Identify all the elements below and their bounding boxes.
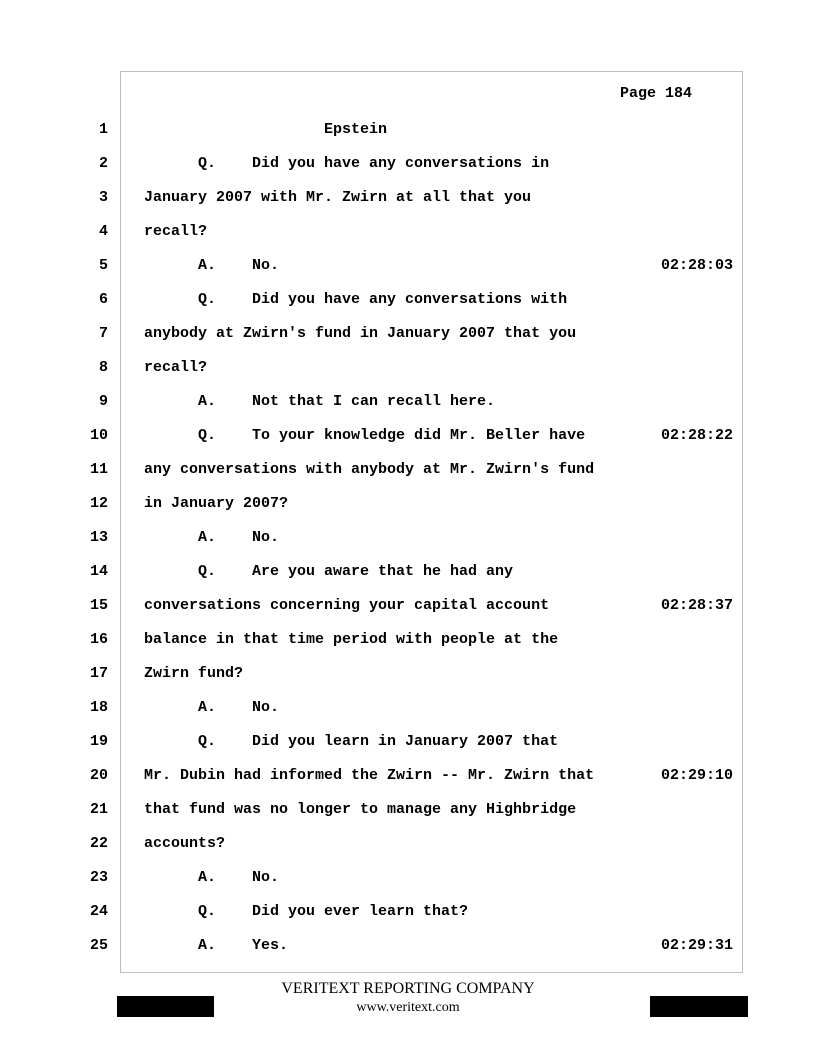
line-number: 17 [89, 665, 108, 682]
line-text: Q. Did you have any conversations with [144, 291, 568, 308]
line-number: 6 [98, 291, 108, 308]
line-text: conversations concerning your capital account [144, 597, 550, 614]
line-number: 11 [89, 461, 108, 478]
line-number: 8 [98, 359, 108, 376]
footer-company: VERITEXT REPORTING COMPANY [281, 980, 535, 997]
transcript-line [0, 154, 816, 174]
transcript-line [0, 460, 816, 480]
line-number: 5 [98, 257, 108, 274]
transcript-line [0, 256, 816, 276]
timestamp: 02:29:31 [661, 937, 734, 954]
line-text: Epstein [144, 121, 388, 138]
line-number: 2 [98, 155, 108, 172]
transcript-line [0, 902, 816, 922]
transcript-line [0, 426, 816, 446]
line-text: Q. Did you have any conversations in [144, 155, 550, 172]
line-text: anybody at Zwirn's fund in January 2007 that you [144, 325, 577, 342]
line-text: balance in that time period with people at the [144, 631, 559, 648]
line-number: 1 [98, 121, 108, 138]
line-text: Q. Did you learn in January 2007 that [144, 733, 559, 750]
page-number: Page 184 [620, 85, 693, 102]
line-text: January 2007 with Mr. Zwirn at all that you [144, 189, 532, 206]
line-text: in January 2007? [144, 495, 289, 512]
line-text: A. No. [144, 529, 280, 546]
line-text: any conversations with anybody at Mr. Zwirn's fund [144, 461, 595, 478]
line-text: Q. To your knowledge did Mr. Beller have [144, 427, 586, 444]
transcript-line [0, 222, 816, 242]
line-number: 12 [89, 495, 108, 512]
line-number: 24 [89, 903, 108, 920]
transcript-line [0, 290, 816, 310]
transcript-line [0, 528, 816, 548]
line-text: that fund was no longer to manage any Highbridge [144, 801, 577, 818]
line-text: A. Yes. [144, 937, 289, 954]
line-text: Q. Did you ever learn that? [144, 903, 469, 920]
line-number: 14 [89, 563, 108, 580]
line-text: recall? [144, 359, 208, 376]
line-number: 25 [89, 937, 108, 954]
transcript-line [0, 392, 816, 412]
line-number: 15 [89, 597, 108, 614]
transcript-line [0, 630, 816, 650]
line-number: 7 [98, 325, 108, 342]
transcript-line [0, 766, 816, 786]
line-number: 3 [98, 189, 108, 206]
line-text: A. Not that I can recall here. [144, 393, 496, 410]
transcript-line [0, 698, 816, 718]
line-text: A. No. [144, 869, 280, 886]
line-text: recall? [144, 223, 208, 240]
line-number: 19 [89, 733, 108, 750]
line-number: 9 [98, 393, 108, 410]
transcript-line [0, 324, 816, 344]
transcript-line [0, 732, 816, 752]
line-number: 16 [89, 631, 108, 648]
line-number: 4 [98, 223, 108, 240]
timestamp: 02:28:22 [661, 427, 734, 444]
timestamp: 02:28:03 [661, 257, 734, 274]
transcript-line [0, 800, 816, 820]
transcript-line [0, 120, 816, 140]
line-text: Q. Are you aware that he had any [144, 563, 514, 580]
line-number: 21 [89, 801, 108, 818]
line-text: A. No. [144, 257, 280, 274]
line-number: 20 [89, 767, 108, 784]
transcript-line [0, 936, 816, 956]
footer-website: www.veritext.com [356, 1000, 460, 1015]
timestamp: 02:29:10 [661, 767, 734, 784]
line-number: 22 [89, 835, 108, 852]
line-text: Mr. Dubin had informed the Zwirn -- Mr. Zwirn that [144, 767, 595, 784]
line-text: accounts? [144, 835, 226, 852]
redaction-box-left [117, 996, 214, 1017]
line-number: 13 [89, 529, 108, 546]
line-text: A. No. [144, 699, 280, 716]
redaction-box-right [650, 996, 748, 1017]
transcript-line [0, 358, 816, 378]
transcript-line [0, 188, 816, 208]
line-number: 10 [89, 427, 108, 444]
line-number: 23 [89, 869, 108, 886]
transcript-line [0, 868, 816, 888]
transcript-line [0, 494, 816, 514]
transcript-line [0, 664, 816, 684]
line-text: Zwirn fund? [144, 665, 244, 682]
transcript-line [0, 596, 816, 616]
timestamp: 02:28:37 [661, 597, 734, 614]
transcript-line [0, 834, 816, 854]
line-number: 18 [89, 699, 108, 716]
transcript-line [0, 562, 816, 582]
